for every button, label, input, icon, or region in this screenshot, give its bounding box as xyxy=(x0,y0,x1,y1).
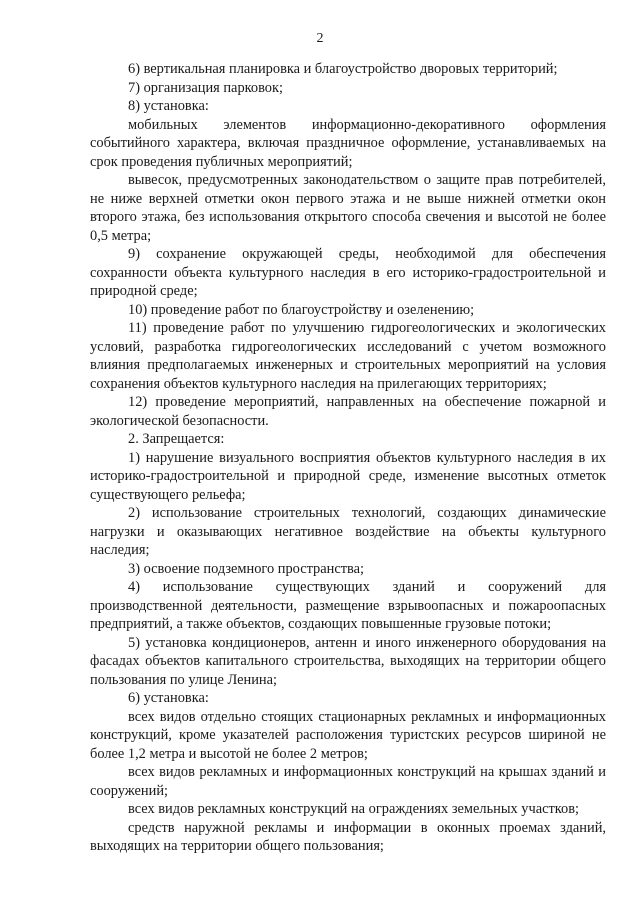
paragraph-signboards: вывесок, предусмотренных законодательством о защите прав потребителей, не ниже верхней отметки окон первого этажа и не выше нижней отметки окон второго этажа, без использования открытого способа свечения и высотой не более 0,5 метра; xyxy=(90,172,606,244)
page-number: 2 xyxy=(316,31,324,46)
prohibited-item-1: 1) нарушение визуального восприятия объектов культурного наследия в их историко-градостроительной и природной среде, изменение высотных отметок существующего рельефа; xyxy=(90,449,606,503)
prohibited-standalone-ads: всех видов отдельно стоящих стационарных рекламных и информационных конструкций, кроме указателей расположения туристских ресурсов шириной не более 1,2 метра и высотой не более 2 метров; xyxy=(90,708,606,762)
prohibited-item-3: 3) освоение подземного пространства; xyxy=(128,560,365,577)
paragraph-item-7: 7) организация парковок; xyxy=(128,79,283,96)
prohibited-item-2: 2) использование строительных технологий, создающих динамические нагрузки и оказывающих негативное воздействие на объекты культурного наследия; xyxy=(90,505,606,558)
paragraph-item-8: 8) установка: xyxy=(128,98,209,114)
prohibited-item-5: 5) установка кондиционеров, антенн и иного инженерного оборудования на фасадах объектов капитального строительства, выходящих на территории общего пользования по улице Ленина; xyxy=(90,634,606,688)
paragraph-mobile-elements: мобильных элементов информационно-декоративного оформления событийного характера, включая праздничное оформление, устанавливаемых на срок проведения публичных мероприятий; xyxy=(90,116,606,170)
prohibited-rooftop-ads: всех видов рекламных и информационных конструкций на крышах зданий и сооружений; xyxy=(90,764,606,799)
document-body xyxy=(90,60,606,856)
paragraph-item-6: 6) вертикальная планировка и благоустройство дворовых территорий; xyxy=(128,61,558,77)
prohibited-item-6: 6) установка: xyxy=(128,690,209,706)
prohibited-window-ads: средств наружной рекламы и информации в оконных проемах зданий, выходящих на территории общего пользования; xyxy=(90,819,606,854)
paragraph-item-10: 10) проведение работ по благоустройству и озеленению; xyxy=(128,301,475,318)
paragraph-item-12: 12) проведение мероприятий, направленных на обеспечение пожарной и экологической безопасности. xyxy=(90,394,606,429)
prohibited-fence-ads: всех видов рекламных конструкций на ограждениях земельных участков; xyxy=(128,801,580,817)
paragraph-item-11: 11) проведение работ по улучшению гидрогеологических и экологических условий, разработка гидрогеологических исследований с учетом возможного влияния предполагаемых инженерных и строительных мероприятий на условия сохранения объектов культурного наследия на прилегающих территориях; xyxy=(90,320,606,392)
prohibited-item-4: 4) использование существующих зданий и сооружений для производственной деятельности, размещение взрывоопасных и пожароопасных предприятий, а также объектов, создающих повышенные грузовые потоки; xyxy=(90,579,606,632)
paragraph-item-9: 9) сохранение окружающей среды, необходимой для обеспечения сохранности объекта культурного наследия в его историко-градостроительной и природной среде; xyxy=(90,246,606,299)
section-heading-prohibited: 2. Запрещается: xyxy=(128,431,225,447)
